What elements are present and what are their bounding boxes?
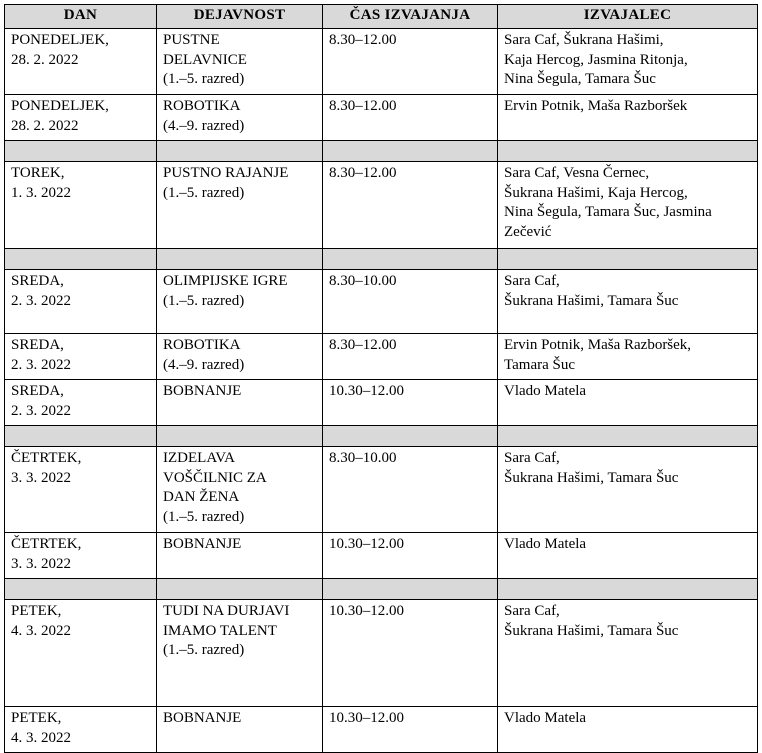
separator-cell (498, 249, 758, 270)
table-row (5, 380, 758, 426)
cell-cas: 10.30–12.00 (323, 600, 498, 707)
cell-dejavnost: PUSTNO RAJANJE (1.–5. razred) (157, 162, 323, 249)
table-row (5, 95, 758, 141)
cell-dan: ČETRTEK, 3. 3. 2022 (5, 533, 157, 579)
separator-cell (323, 426, 498, 447)
cell-cas: 8.30–12.00 (323, 162, 498, 249)
header-izvajalec: IZVAJALEC (498, 5, 758, 29)
cell-dejavnost: ROBOTIKA (4.–9. razred) (157, 334, 323, 380)
cell-izvajalec: Sara Caf, Šukrana Hašimi, Kaja Hercog, Jasmina Ritonja, Nina Šegula, Tamara Šuc (498, 29, 758, 95)
separator-row (5, 249, 758, 270)
cell-izvajalec: Sara Caf, Šukrana Hašimi, Tamara Šuc (498, 270, 758, 334)
cell-dejavnost: BOBNANJE (157, 380, 323, 426)
header-cas-izvajanja: ČAS IZVAJANJA (323, 5, 498, 29)
cell-dejavnost: BOBNANJE (157, 707, 323, 753)
separator-cell (323, 141, 498, 162)
header-dejavnost: DEJAVNOST (157, 5, 323, 29)
separator-cell (157, 579, 323, 600)
cell-dan: PETEK, 4. 3. 2022 (5, 707, 157, 753)
cell-cas: 8.30–12.00 (323, 29, 498, 95)
cell-dan: TOREK, 1. 3. 2022 (5, 162, 157, 249)
separator-row (5, 426, 758, 447)
separator-cell (498, 426, 758, 447)
cell-dan: PONEDELJEK, 28. 2. 2022 (5, 95, 157, 141)
table-row (5, 29, 758, 95)
cell-izvajalec: Vlado Matela (498, 707, 758, 753)
separator-cell (157, 426, 323, 447)
cell-izvajalec: Ervin Potnik, Maša Razboršek, Tamara Šuc (498, 334, 758, 380)
cell-dejavnost: BOBNANJE (157, 533, 323, 579)
cell-izvajalec: Sara Caf, Šukrana Hašimi, Tamara Šuc (498, 447, 758, 533)
cell-dejavnost: IZDELAVA VOŠČILNIC ZA DAN ŽENA (1.–5. razred) (157, 447, 323, 533)
cell-izvajalec: Ervin Potnik, Maša Razboršek (498, 95, 758, 141)
header-row (5, 5, 758, 29)
cell-izvajalec: Vlado Matela (498, 380, 758, 426)
cell-izvajalec: Sara Caf, Šukrana Hašimi, Tamara Šuc (498, 600, 758, 707)
cell-izvajalec: Vlado Matela (498, 533, 758, 579)
separator-cell (5, 579, 157, 600)
cell-cas: 10.30–12.00 (323, 707, 498, 753)
table-row (5, 533, 758, 579)
cell-dejavnost: PUSTNE DELAVNICE (1.–5. razred) (157, 29, 323, 95)
separator-cell (498, 579, 758, 600)
separator-cell (323, 249, 498, 270)
separator-cell (5, 426, 157, 447)
cell-dan: PONEDELJEK, 28. 2. 2022 (5, 29, 157, 95)
cell-dan: SREDA, 2. 3. 2022 (5, 270, 157, 334)
header-dan: DAN (5, 5, 157, 29)
cell-dejavnost: OLIMPIJSKE IGRE (1.–5. razred) (157, 270, 323, 334)
cell-dan: SREDA, 2. 3. 2022 (5, 380, 157, 426)
separator-cell (5, 141, 157, 162)
cell-cas: 10.30–12.00 (323, 380, 498, 426)
cell-cas: 8.30–10.00 (323, 447, 498, 533)
separator-cell (5, 249, 157, 270)
separator-cell (498, 141, 758, 162)
table-row (5, 447, 758, 533)
schedule-table (4, 4, 758, 753)
table-row (5, 334, 758, 380)
table-row (5, 270, 758, 334)
table-row (5, 600, 758, 707)
cell-cas: 10.30–12.00 (323, 533, 498, 579)
cell-cas: 8.30–10.00 (323, 270, 498, 334)
cell-dejavnost: ROBOTIKA (4.–9. razred) (157, 95, 323, 141)
separator-row (5, 579, 758, 600)
table-row (5, 162, 758, 249)
cell-cas: 8.30–12.00 (323, 95, 498, 141)
cell-cas: 8.30–12.00 (323, 334, 498, 380)
cell-dejavnost: TUDI NA DURJAVI IMAMO TALENT (1.–5. razred) (157, 600, 323, 707)
separator-cell (323, 579, 498, 600)
separator-cell (157, 249, 323, 270)
cell-dan: SREDA, 2. 3. 2022 (5, 334, 157, 380)
cell-dan: PETEK, 4. 3. 2022 (5, 600, 157, 707)
cell-izvajalec: Sara Caf, Vesna Černec, Šukrana Hašimi, Kaja Hercog, Nina Šegula, Tamara Šuc, Jasmina Zečević (498, 162, 758, 249)
table-row (5, 707, 758, 753)
separator-cell (157, 141, 323, 162)
separator-row (5, 141, 758, 162)
cell-dan: ČETRTEK, 3. 3. 2022 (5, 447, 157, 533)
